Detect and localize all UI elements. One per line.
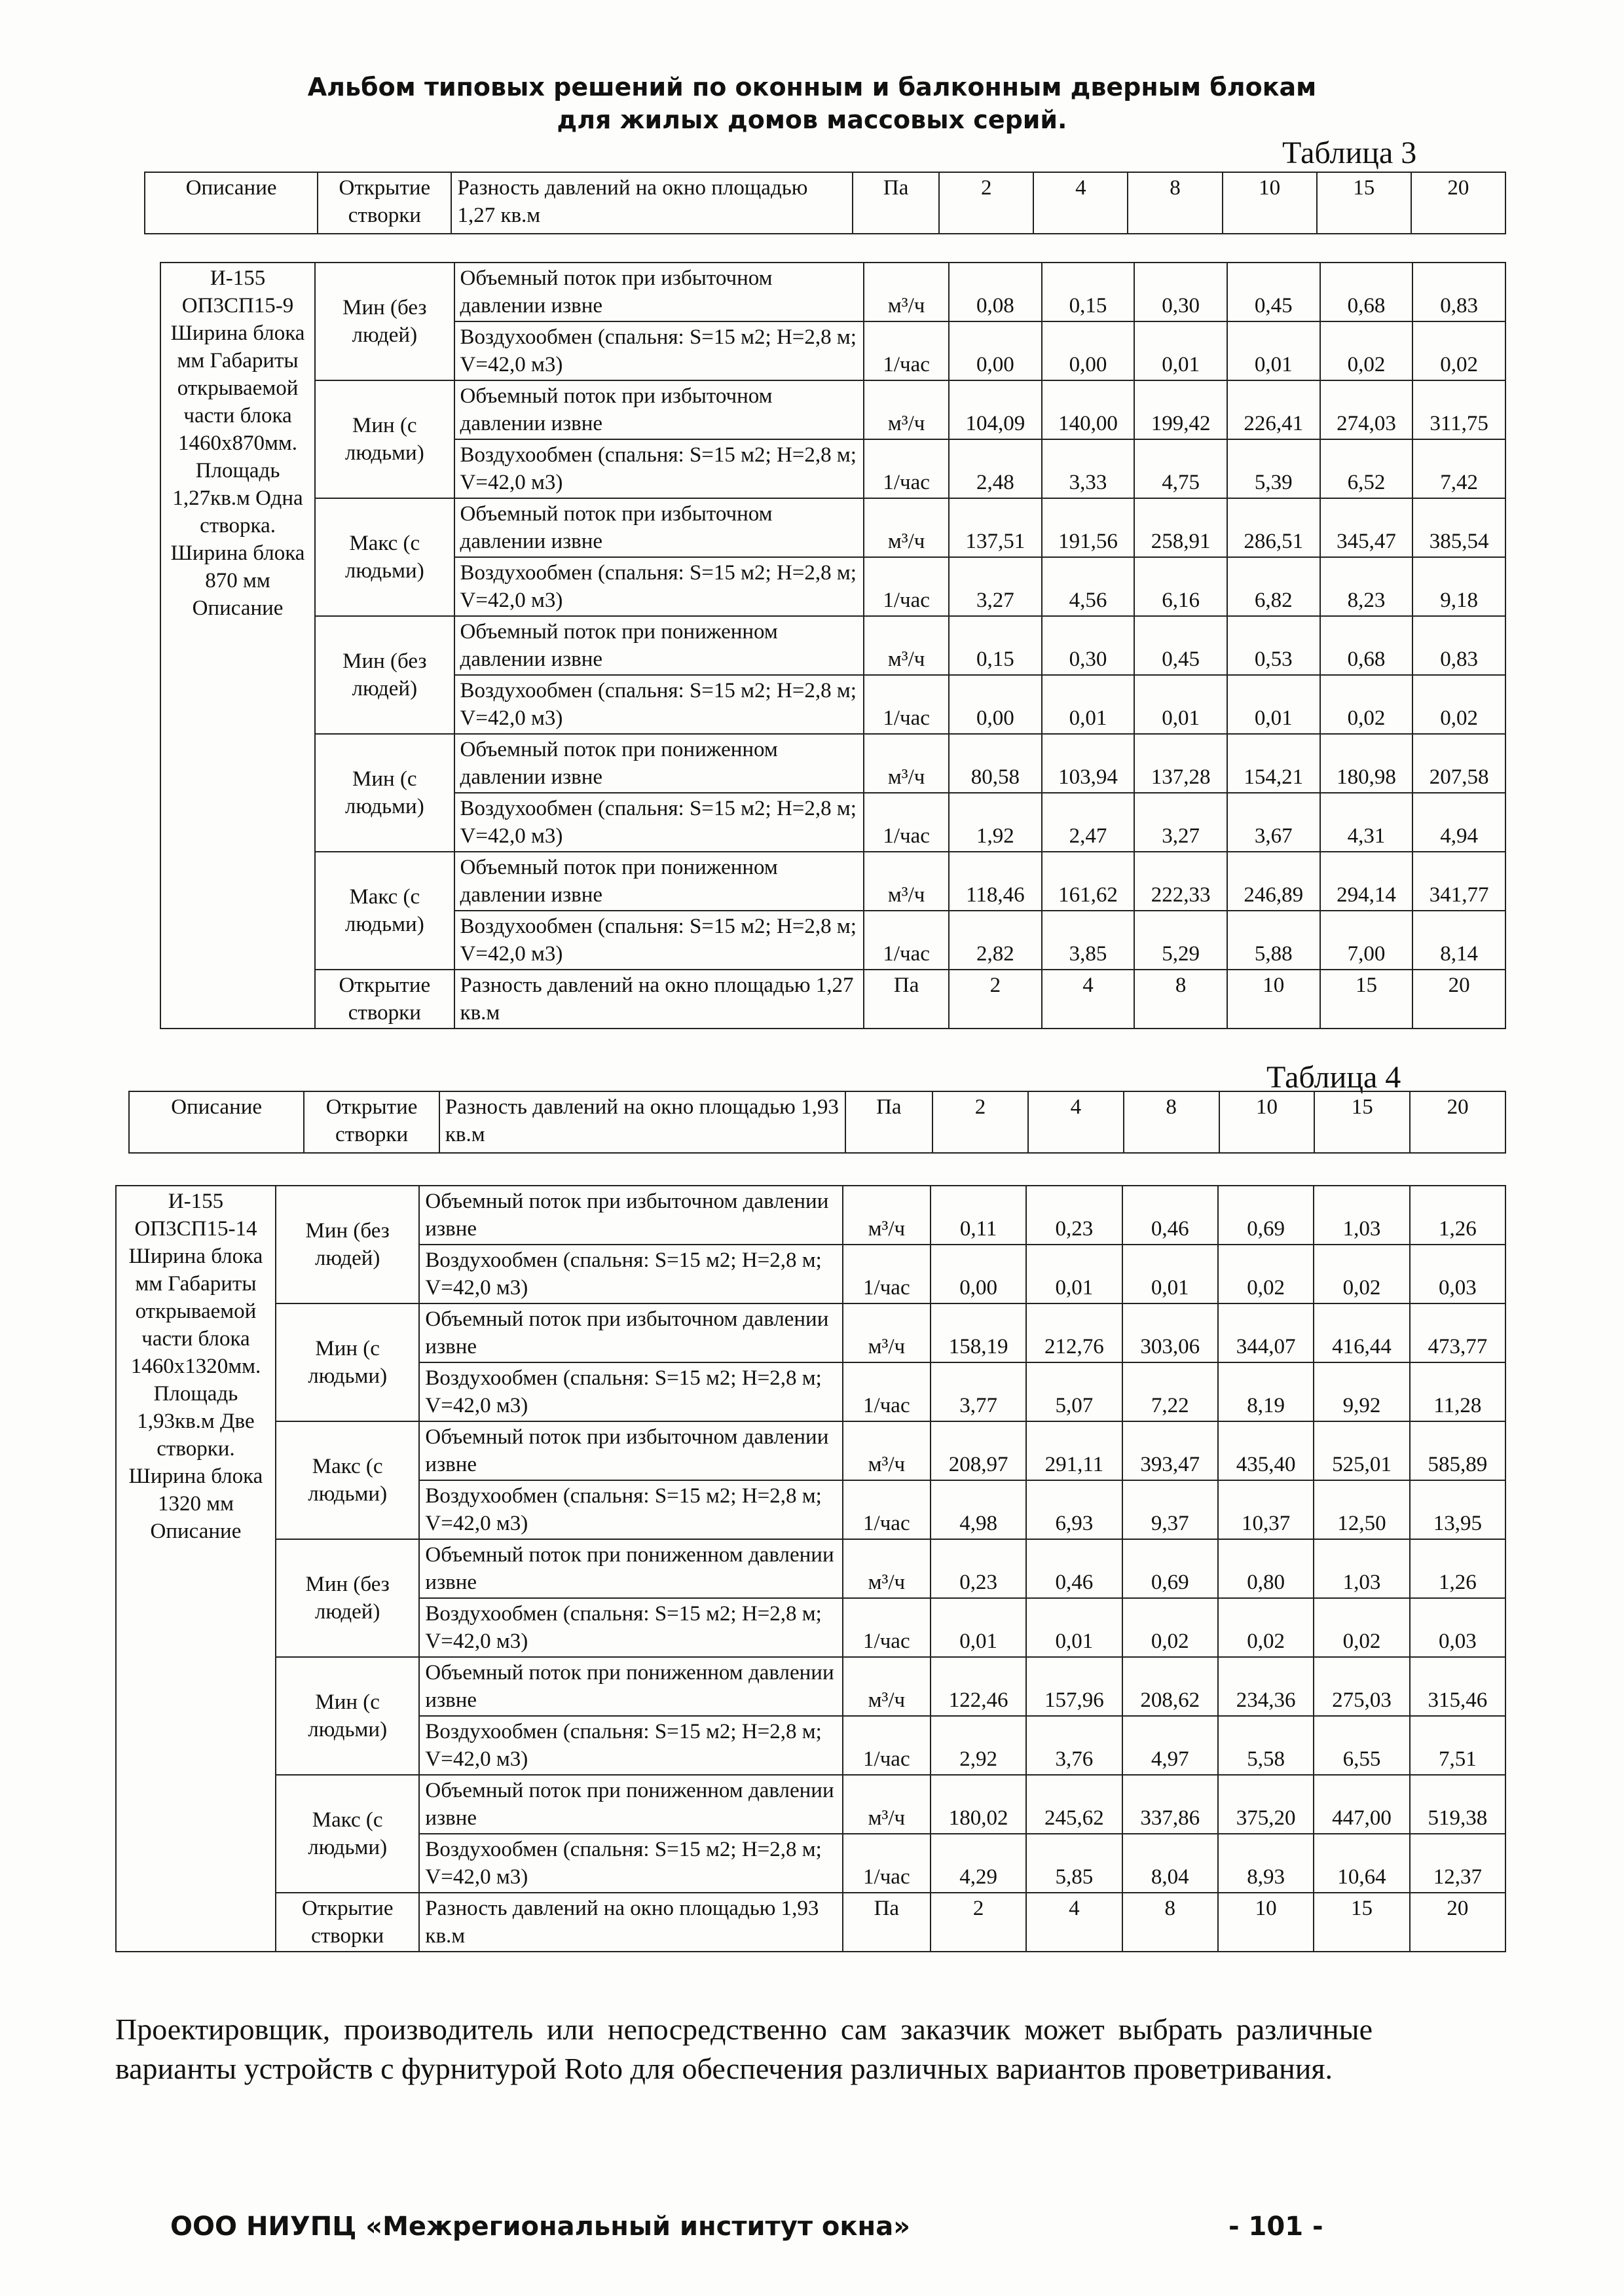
value-cell: 118,46 <box>949 852 1042 911</box>
value-cell: 473,77 <box>1410 1303 1505 1362</box>
value-cell: 337,86 <box>1122 1775 1218 1834</box>
table-row <box>160 734 1505 793</box>
value-cell: 4,94 <box>1412 793 1505 852</box>
value-cell: 0,45 <box>1134 616 1227 675</box>
value-cell: 1,26 <box>1410 1539 1505 1598</box>
footer-pressure-value: 4 <box>1026 1893 1122 1952</box>
parameter-name: Объемный поток при пониженном давлении извне <box>454 852 864 911</box>
header-pressure-value: 20 <box>1410 1091 1505 1153</box>
value-cell: 2,82 <box>949 911 1042 970</box>
value-cell: 8,14 <box>1412 911 1505 970</box>
value-cell: 0,00 <box>949 675 1042 734</box>
unit: м³/ч <box>843 1421 931 1480</box>
footer-pressure-value: 20 <box>1410 1893 1505 1952</box>
value-cell: 0,01 <box>1134 321 1227 380</box>
unit: м³/ч <box>864 616 949 675</box>
value-cell: 6,82 <box>1227 557 1320 616</box>
value-cell: 416,44 <box>1314 1303 1409 1362</box>
table-row <box>116 1775 1505 1834</box>
value-cell: 137,28 <box>1134 734 1227 793</box>
value-cell: 311,75 <box>1412 380 1505 439</box>
value-cell: 245,62 <box>1026 1775 1122 1834</box>
value-cell: 525,01 <box>1314 1421 1409 1480</box>
unit: м³/ч <box>864 852 949 911</box>
mode-label: Макс (с людьми) <box>276 1421 420 1539</box>
footer-pressure-value: 8 <box>1134 970 1227 1029</box>
value-cell: 0,02 <box>1122 1598 1218 1657</box>
footer-unit-pa: Па <box>843 1893 931 1952</box>
table-4-caption: Таблица 4 <box>1266 1060 1401 1095</box>
value-cell: 154,21 <box>1227 734 1320 793</box>
value-cell: 3,27 <box>1134 793 1227 852</box>
parameter-name: Воздухообмен (спальня: S=15 м2; H=2,8 м; V=42,0 м3) <box>419 1716 842 1775</box>
value-cell: 3,77 <box>931 1362 1026 1421</box>
value-cell: 375,20 <box>1218 1775 1314 1834</box>
footer-pressure-value: 10 <box>1227 970 1320 1029</box>
value-cell: 585,89 <box>1410 1421 1505 1480</box>
mode-label: Мин (с людьми) <box>315 734 454 852</box>
value-cell: 0,23 <box>1026 1186 1122 1245</box>
footer-pressure-value: 15 <box>1314 1893 1409 1952</box>
value-cell: 519,38 <box>1410 1775 1505 1834</box>
value-cell: 0,00 <box>1042 321 1135 380</box>
value-cell: 226,41 <box>1227 380 1320 439</box>
value-cell: 0,01 <box>931 1598 1026 1657</box>
value-cell: 0,02 <box>1314 1245 1409 1303</box>
table-row <box>116 1421 1505 1480</box>
value-cell: 8,04 <box>1122 1834 1218 1893</box>
header-pressure-value: 4 <box>1028 1091 1124 1153</box>
value-cell: 12,50 <box>1314 1480 1409 1539</box>
value-cell: 2,92 <box>931 1716 1026 1775</box>
mode-label: Мин (с людьми) <box>276 1657 420 1775</box>
value-cell: 447,00 <box>1314 1775 1409 1834</box>
parameter-name: Воздухообмен (спальня: S=15 м2; H=2,8 м; V=42,0 м3) <box>419 1245 842 1303</box>
footer-pressure-value: 2 <box>949 970 1042 1029</box>
table-4-body <box>115 1185 1506 1952</box>
parameter-name: Воздухообмен (спальня: S=15 м2; H=2,8 м; V=42,0 м3) <box>419 1598 842 1657</box>
value-cell: 0,53 <box>1227 616 1320 675</box>
value-cell: 435,40 <box>1218 1421 1314 1480</box>
value-cell: 6,55 <box>1314 1716 1409 1775</box>
header-pressure-value: 15 <box>1314 1091 1410 1153</box>
unit: 1/час <box>864 557 949 616</box>
value-cell: 2,47 <box>1042 793 1135 852</box>
value-cell: 7,51 <box>1410 1716 1505 1775</box>
header-unit-pa: Па <box>845 1091 933 1153</box>
footer-unit-pa: Па <box>864 970 949 1029</box>
value-cell: 0,03 <box>1410 1598 1505 1657</box>
parameter-name: Объемный поток при избыточном давлении извне <box>454 263 864 321</box>
value-cell: 208,97 <box>931 1421 1026 1480</box>
value-cell: 4,98 <box>931 1480 1026 1539</box>
value-cell: 208,62 <box>1122 1657 1218 1716</box>
value-cell: 212,76 <box>1026 1303 1122 1362</box>
value-cell: 1,03 <box>1314 1186 1409 1245</box>
header-line-2: для жилых домов массовых серий. <box>557 105 1067 134</box>
header-opening: Открытие створки <box>304 1091 439 1153</box>
unit: 1/час <box>843 1834 931 1893</box>
value-cell: 6,93 <box>1026 1480 1122 1539</box>
value-cell: 8,19 <box>1218 1362 1314 1421</box>
value-cell: 5,88 <box>1227 911 1320 970</box>
parameter-name: Объемный поток при пониженном давлении извне <box>419 1775 842 1834</box>
mode-label: Макс (с людьми) <box>276 1775 420 1893</box>
parameter-name: Воздухообмен (спальня: S=15 м2; H=2,8 м; V=42,0 м3) <box>454 675 864 734</box>
unit: 1/час <box>843 1598 931 1657</box>
footer-pressure-diff: Разность давлений на окно площадью 1,93 кв.м <box>419 1893 842 1952</box>
mode-label: Макс (с людьми) <box>315 498 454 616</box>
mode-label: Мин (с людьми) <box>315 380 454 498</box>
table-footer-row <box>160 970 1505 1029</box>
table-row <box>116 1303 1505 1362</box>
footer-page-number: - 101 - <box>1228 2212 1323 2242</box>
unit: 1/час <box>843 1245 931 1303</box>
value-cell: 1,26 <box>1410 1186 1505 1245</box>
block-description: И-155 ОП3СП15-14 Ширина блока мм Габариты открываемой части блока 1460x1320мм. Площадь 1,93кв.м Две створки. Ширина блока 1320 мм Описание <box>116 1186 276 1952</box>
footer-pressure-value: 20 <box>1412 970 1505 1029</box>
parameter-name: Объемный поток при пониженном давлении извне <box>419 1657 842 1716</box>
header-row <box>145 172 1505 234</box>
document-header <box>0 71 1624 136</box>
value-cell: 158,19 <box>931 1303 1026 1362</box>
value-cell: 80,58 <box>949 734 1042 793</box>
value-cell: 1,03 <box>1314 1539 1409 1598</box>
value-cell: 9,37 <box>1122 1480 1218 1539</box>
value-cell: 9,92 <box>1314 1362 1409 1421</box>
value-cell: 4,29 <box>931 1834 1026 1893</box>
value-cell: 0,08 <box>949 263 1042 321</box>
value-cell: 11,28 <box>1410 1362 1505 1421</box>
value-cell: 4,31 <box>1320 793 1413 852</box>
header-description: Описание <box>129 1091 304 1153</box>
header-pressure-diff: Разность давлений на окно площадью 1,93 кв.м <box>439 1091 845 1153</box>
block-description: И-155 ОП3СП15-9 Ширина блока мм Габариты открываемой части блока 1460x870мм. Площадь 1,27кв.м Одна створка. Ширина блока 870 мм Описание <box>160 263 315 1029</box>
value-cell: 7,00 <box>1320 911 1413 970</box>
value-cell: 0,00 <box>931 1245 1026 1303</box>
footer-pressure-value: 10 <box>1218 1893 1314 1952</box>
table-row <box>160 263 1505 321</box>
parameter-name: Объемный поток при избыточном давлении извне <box>419 1421 842 1480</box>
unit: м³/ч <box>843 1186 931 1245</box>
parameter-name: Объемный поток при пониженном давлении извне <box>454 734 864 793</box>
value-cell: 0,80 <box>1218 1539 1314 1598</box>
value-cell: 0,83 <box>1412 616 1505 675</box>
header-pressure-value: 10 <box>1223 172 1317 234</box>
table-3-caption: Таблица 3 <box>1282 136 1417 170</box>
header-pressure-value: 10 <box>1219 1091 1315 1153</box>
mode-label: Мин (без людей) <box>276 1539 420 1657</box>
value-cell: 345,47 <box>1320 498 1413 557</box>
footer-pressure-value: 15 <box>1320 970 1413 1029</box>
value-cell: 246,89 <box>1227 852 1320 911</box>
parameter-name: Объемный поток при избыточном давлении извне <box>454 380 864 439</box>
value-cell: 5,07 <box>1026 1362 1122 1421</box>
value-cell: 0,01 <box>1122 1245 1218 1303</box>
header-pressure-value: 2 <box>939 172 1033 234</box>
unit: м³/ч <box>864 263 949 321</box>
value-cell: 0,68 <box>1320 616 1413 675</box>
header-unit-pa: Па <box>853 172 939 234</box>
unit: м³/ч <box>843 1775 931 1834</box>
footer-pressure-value: 2 <box>931 1893 1026 1952</box>
value-cell: 3,85 <box>1042 911 1135 970</box>
footer-opening: Открытие створки <box>276 1893 420 1952</box>
value-cell: 0,69 <box>1122 1539 1218 1598</box>
value-cell: 207,58 <box>1412 734 1505 793</box>
table-row <box>116 1186 1505 1245</box>
value-cell: 0,69 <box>1218 1186 1314 1245</box>
parameter-name: Воздухообмен (спальня: S=15 м2; H=2,8 м; V=42,0 м3) <box>419 1834 842 1893</box>
unit: м³/ч <box>864 734 949 793</box>
unit: 1/час <box>864 911 949 970</box>
table-row <box>116 1539 1505 1598</box>
value-cell: 5,29 <box>1134 911 1227 970</box>
parameter-name: Объемный поток при избыточном давлении извне <box>419 1186 842 1245</box>
parameter-name: Воздухообмен (спальня: S=15 м2; H=2,8 м; V=42,0 м3) <box>454 911 864 970</box>
table-row <box>160 380 1505 439</box>
unit: 1/час <box>843 1716 931 1775</box>
value-cell: 3,67 <box>1227 793 1320 852</box>
value-cell: 8,93 <box>1218 1834 1314 1893</box>
value-cell: 157,96 <box>1026 1657 1122 1716</box>
unit: 1/час <box>843 1480 931 1539</box>
value-cell: 0,02 <box>1320 675 1413 734</box>
value-cell: 7,42 <box>1412 439 1505 498</box>
parameter-name: Воздухообмен (спальня: S=15 м2; H=2,8 м; V=42,0 м3) <box>454 793 864 852</box>
value-cell: 3,27 <box>949 557 1042 616</box>
footer-pressure-value: 4 <box>1042 970 1135 1029</box>
unit: м³/ч <box>843 1539 931 1598</box>
table-footer-row <box>116 1893 1505 1952</box>
value-cell: 234,36 <box>1218 1657 1314 1716</box>
value-cell: 1,92 <box>949 793 1042 852</box>
value-cell: 0,02 <box>1218 1598 1314 1657</box>
header-description: Описание <box>145 172 318 234</box>
header-pressure-value: 20 <box>1411 172 1505 234</box>
value-cell: 191,56 <box>1042 498 1135 557</box>
table-row <box>160 616 1505 675</box>
header-opening: Открытие створки <box>318 172 451 234</box>
value-cell: 5,85 <box>1026 1834 1122 1893</box>
value-cell: 12,37 <box>1410 1834 1505 1893</box>
value-cell: 275,03 <box>1314 1657 1409 1716</box>
value-cell: 6,16 <box>1134 557 1227 616</box>
body-paragraph: Проектировщик, производитель или непосредственно сам заказчик может выбрать различные варианты устройств с фурнитурой Roto для обеспечения различных вариантов проветривания. <box>115 2013 1373 2085</box>
parameter-name: Объемный поток при пониженном давлении извне <box>454 616 864 675</box>
value-cell: 10,64 <box>1314 1834 1409 1893</box>
value-cell: 0,68 <box>1320 263 1413 321</box>
value-cell: 286,51 <box>1227 498 1320 557</box>
value-cell: 137,51 <box>949 498 1042 557</box>
unit: м³/ч <box>864 380 949 439</box>
header-pressure-diff: Разность давлений на окно площадью 1,27 кв.м <box>451 172 853 234</box>
value-cell: 180,02 <box>931 1775 1026 1834</box>
unit: м³/ч <box>843 1657 931 1716</box>
value-cell: 222,33 <box>1134 852 1227 911</box>
value-cell: 294,14 <box>1320 852 1413 911</box>
value-cell: 122,46 <box>931 1657 1026 1716</box>
unit: 1/час <box>843 1362 931 1421</box>
value-cell: 0,02 <box>1314 1598 1409 1657</box>
parameter-name: Воздухообмен (спальня: S=15 м2; H=2,8 м; V=42,0 м3) <box>454 321 864 380</box>
value-cell: 0,45 <box>1227 263 1320 321</box>
value-cell: 0,46 <box>1122 1186 1218 1245</box>
value-cell: 0,02 <box>1412 675 1505 734</box>
table-row <box>160 498 1505 557</box>
value-cell: 0,30 <box>1134 263 1227 321</box>
unit: 1/час <box>864 793 949 852</box>
parameter-name: Воздухообмен (спальня: S=15 м2; H=2,8 м; V=42,0 м3) <box>419 1362 842 1421</box>
unit: 1/час <box>864 675 949 734</box>
value-cell: 0,02 <box>1218 1245 1314 1303</box>
unit: 1/час <box>864 321 949 380</box>
value-cell: 274,03 <box>1320 380 1413 439</box>
parameter-name: Воздухообмен (спальня: S=15 м2; H=2,8 м; V=42,0 м3) <box>454 439 864 498</box>
header-pressure-value: 2 <box>932 1091 1028 1153</box>
value-cell: 5,39 <box>1227 439 1320 498</box>
value-cell: 4,75 <box>1134 439 1227 498</box>
mode-label: Мин (без людей) <box>276 1186 420 1303</box>
value-cell: 4,97 <box>1122 1716 1218 1775</box>
value-cell: 4,56 <box>1042 557 1135 616</box>
value-cell: 10,37 <box>1218 1480 1314 1539</box>
value-cell: 0,01 <box>1026 1598 1122 1657</box>
value-cell: 104,09 <box>949 380 1042 439</box>
value-cell: 344,07 <box>1218 1303 1314 1362</box>
table-3-header <box>144 172 1506 234</box>
value-cell: 0,01 <box>1227 675 1320 734</box>
value-cell: 0,01 <box>1042 675 1135 734</box>
unit: м³/ч <box>843 1303 931 1362</box>
value-cell: 199,42 <box>1134 380 1227 439</box>
value-cell: 180,98 <box>1320 734 1413 793</box>
table-4-header <box>128 1091 1506 1154</box>
value-cell: 7,22 <box>1122 1362 1218 1421</box>
value-cell: 140,00 <box>1042 380 1135 439</box>
value-cell: 0,11 <box>931 1186 1026 1245</box>
header-pressure-value: 8 <box>1128 172 1222 234</box>
value-cell: 13,95 <box>1410 1480 1505 1539</box>
value-cell: 0,02 <box>1320 321 1413 380</box>
mode-label: Макс (с людьми) <box>315 852 454 970</box>
value-cell: 0,30 <box>1042 616 1135 675</box>
table-row <box>160 852 1505 911</box>
value-cell: 0,01 <box>1026 1245 1122 1303</box>
value-cell: 341,77 <box>1412 852 1505 911</box>
value-cell: 385,54 <box>1412 498 1505 557</box>
value-cell: 0,01 <box>1134 675 1227 734</box>
value-cell: 0,03 <box>1410 1245 1505 1303</box>
header-pressure-value: 4 <box>1033 172 1128 234</box>
value-cell: 303,06 <box>1122 1303 1218 1362</box>
mode-label: Мин (с людьми) <box>276 1303 420 1421</box>
header-row <box>129 1091 1505 1153</box>
parameter-name: Объемный поток при пониженном давлении извне <box>419 1539 842 1598</box>
value-cell: 6,52 <box>1320 439 1413 498</box>
value-cell: 0,83 <box>1412 263 1505 321</box>
value-cell: 0,01 <box>1227 321 1320 380</box>
value-cell: 0,00 <box>949 321 1042 380</box>
value-cell: 3,33 <box>1042 439 1135 498</box>
parameter-name: Воздухообмен (спальня: S=15 м2; H=2,8 м; V=42,0 м3) <box>419 1480 842 1539</box>
value-cell: 0,02 <box>1412 321 1505 380</box>
footer-pressure-diff: Разность давлений на окно площадью 1,27 кв.м <box>454 970 864 1029</box>
mode-label: Мин (без людей) <box>315 616 454 734</box>
footer-org: ООО НИУПЦ «Межрегиональный институт окна» <box>170 2212 911 2242</box>
value-cell: 2,48 <box>949 439 1042 498</box>
value-cell: 0,15 <box>1042 263 1135 321</box>
table-3-body <box>160 262 1506 1029</box>
value-cell: 3,76 <box>1026 1716 1122 1775</box>
value-cell: 291,11 <box>1026 1421 1122 1480</box>
value-cell: 0,46 <box>1026 1539 1122 1598</box>
value-cell: 258,91 <box>1134 498 1227 557</box>
parameter-name: Объемный поток при избыточном давлении извне <box>419 1303 842 1362</box>
footer-opening: Открытие створки <box>315 970 454 1029</box>
value-cell: 103,94 <box>1042 734 1135 793</box>
unit: 1/час <box>864 439 949 498</box>
value-cell: 315,46 <box>1410 1657 1505 1716</box>
footer-pressure-value: 8 <box>1122 1893 1218 1952</box>
unit: м³/ч <box>864 498 949 557</box>
value-cell: 5,58 <box>1218 1716 1314 1775</box>
value-cell: 0,15 <box>949 616 1042 675</box>
value-cell: 161,62 <box>1042 852 1135 911</box>
parameter-name: Воздухообмен (спальня: S=15 м2; H=2,8 м; V=42,0 м3) <box>454 557 864 616</box>
mode-label: Мин (без людей) <box>315 263 454 380</box>
value-cell: 0,23 <box>931 1539 1026 1598</box>
value-cell: 9,18 <box>1412 557 1505 616</box>
header-pressure-value: 15 <box>1317 172 1411 234</box>
table-row <box>116 1657 1505 1716</box>
parameter-name: Объемный поток при избыточном давлении извне <box>454 498 864 557</box>
value-cell: 8,23 <box>1320 557 1413 616</box>
header-pressure-value: 8 <box>1124 1091 1219 1153</box>
value-cell: 393,47 <box>1122 1421 1218 1480</box>
header-line-1: Альбом типовых решений по оконным и балконным дверным блокам <box>307 73 1317 101</box>
